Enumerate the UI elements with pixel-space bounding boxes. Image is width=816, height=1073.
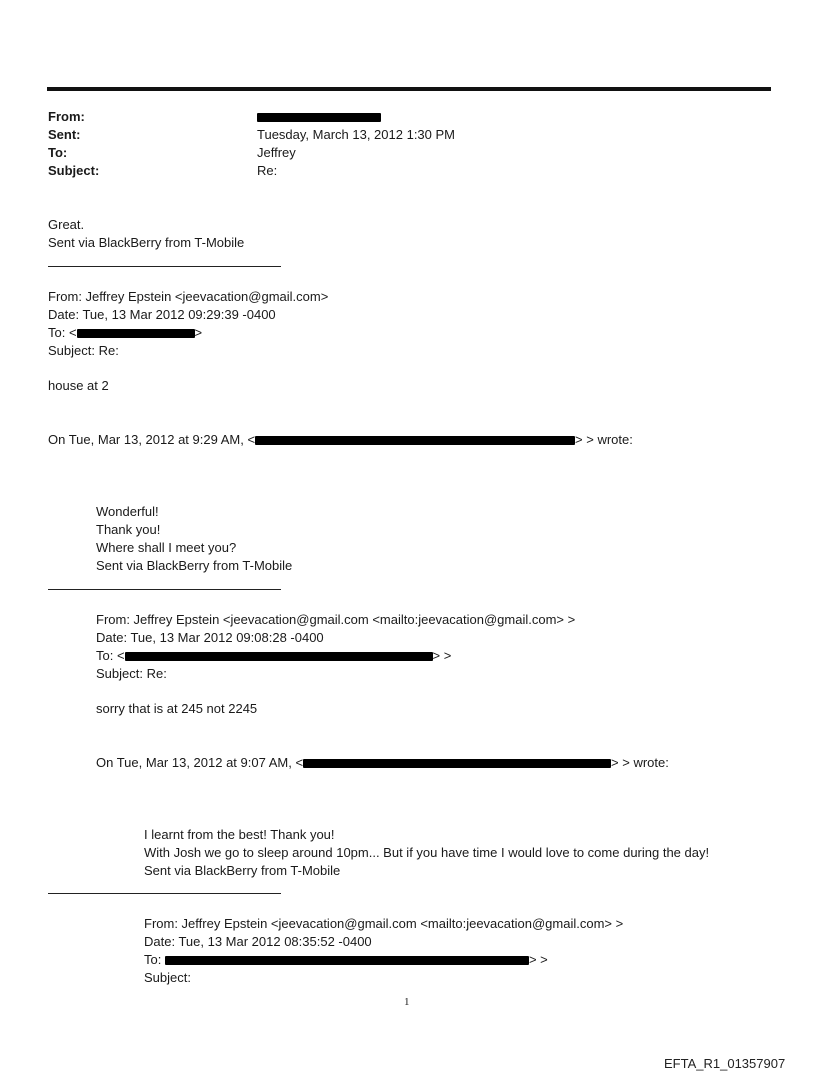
quote-header [96,754,669,772]
reply-from: From: Jeffrey Epstein <jeevacation@gmail.com> [48,289,329,304]
reply-subject: Subject: Re: [48,343,119,358]
reply-from: From: Jeffrey Epstein <jeevacation@gmail.com <mailto:jeevacation@gmail.com> > [96,612,576,627]
separator-line [48,589,281,590]
reply-subject: Subject: Re: [96,666,167,681]
separator-line [48,266,281,267]
to-value: Jeffrey [257,145,296,160]
reply-to-suffix: > [194,325,203,340]
reply-body: sorry that is at 245 not 2245 [96,701,258,716]
header-rule [47,87,771,91]
reply-to [48,324,202,342]
quote-header-prefix: On Tue, Mar 13, 2012 at 9:29 AM, < [48,432,256,447]
to-label: To: [48,145,68,160]
redaction-bar [165,956,529,965]
quote-signature: Sent via BlackBerry from T-Mobile [96,558,293,573]
quote-line: Thank you! [96,522,161,537]
reply-date: Date: Tue, 13 Mar 2012 09:29:39 -0400 [48,307,276,322]
redaction-bar [257,113,381,122]
quote-header [48,431,633,449]
quote-signature: Sent via BlackBerry from T-Mobile [144,863,341,878]
quote-line: Wonderful! [96,504,159,519]
quote-header-suffix: > > wrote: [611,755,669,770]
redaction-bar [303,759,611,768]
redaction-bar [77,329,195,338]
reply-date: Date: Tue, 13 Mar 2012 08:35:52 -0400 [144,934,372,949]
quote-header-prefix: On Tue, Mar 13, 2012 at 9:07 AM, < [96,755,304,770]
quote-line: I learnt from the best! Thank you! [144,827,335,842]
subject-value: Re: [257,163,278,178]
sent-value: Tuesday, March 13, 2012 1:30 PM [257,127,455,142]
message-line: Great. [48,217,85,232]
reply-to-prefix: To: [144,952,165,967]
from-value [257,108,381,126]
subject-label: Subject: [48,163,100,178]
reply-to-suffix: > > [528,952,548,967]
reply-to-prefix: To: < [96,648,125,663]
message-signature: Sent via BlackBerry from T-Mobile [48,235,245,250]
page-number: 1 [404,996,410,1008]
sent-label: Sent: [48,127,81,142]
quote-line: With Josh we go to sleep around 10pm... But if you have time I would love to come during the day! [144,845,710,860]
reply-from: From: Jeffrey Epstein <jeevacation@gmail.com <mailto:jeevacation@gmail.com> > [144,916,624,931]
reply-to-prefix: To: < [48,325,77,340]
reply-body: house at 2 [48,378,109,393]
reply-subject: Subject: [144,970,191,985]
redaction-bar [255,436,575,445]
quote-header-suffix: > > wrote: [575,432,633,447]
reply-date: Date: Tue, 13 Mar 2012 09:08:28 -0400 [96,630,324,645]
document-id: EFTA_R1_01357907 [664,1056,786,1071]
redaction-bar [125,652,433,661]
reply-to-suffix: > > [432,648,452,663]
quote-line: Where shall I meet you? [96,540,237,555]
reply-to [96,647,451,665]
reply-to [144,951,548,969]
separator-line [48,893,281,894]
from-label: From: [48,109,85,124]
